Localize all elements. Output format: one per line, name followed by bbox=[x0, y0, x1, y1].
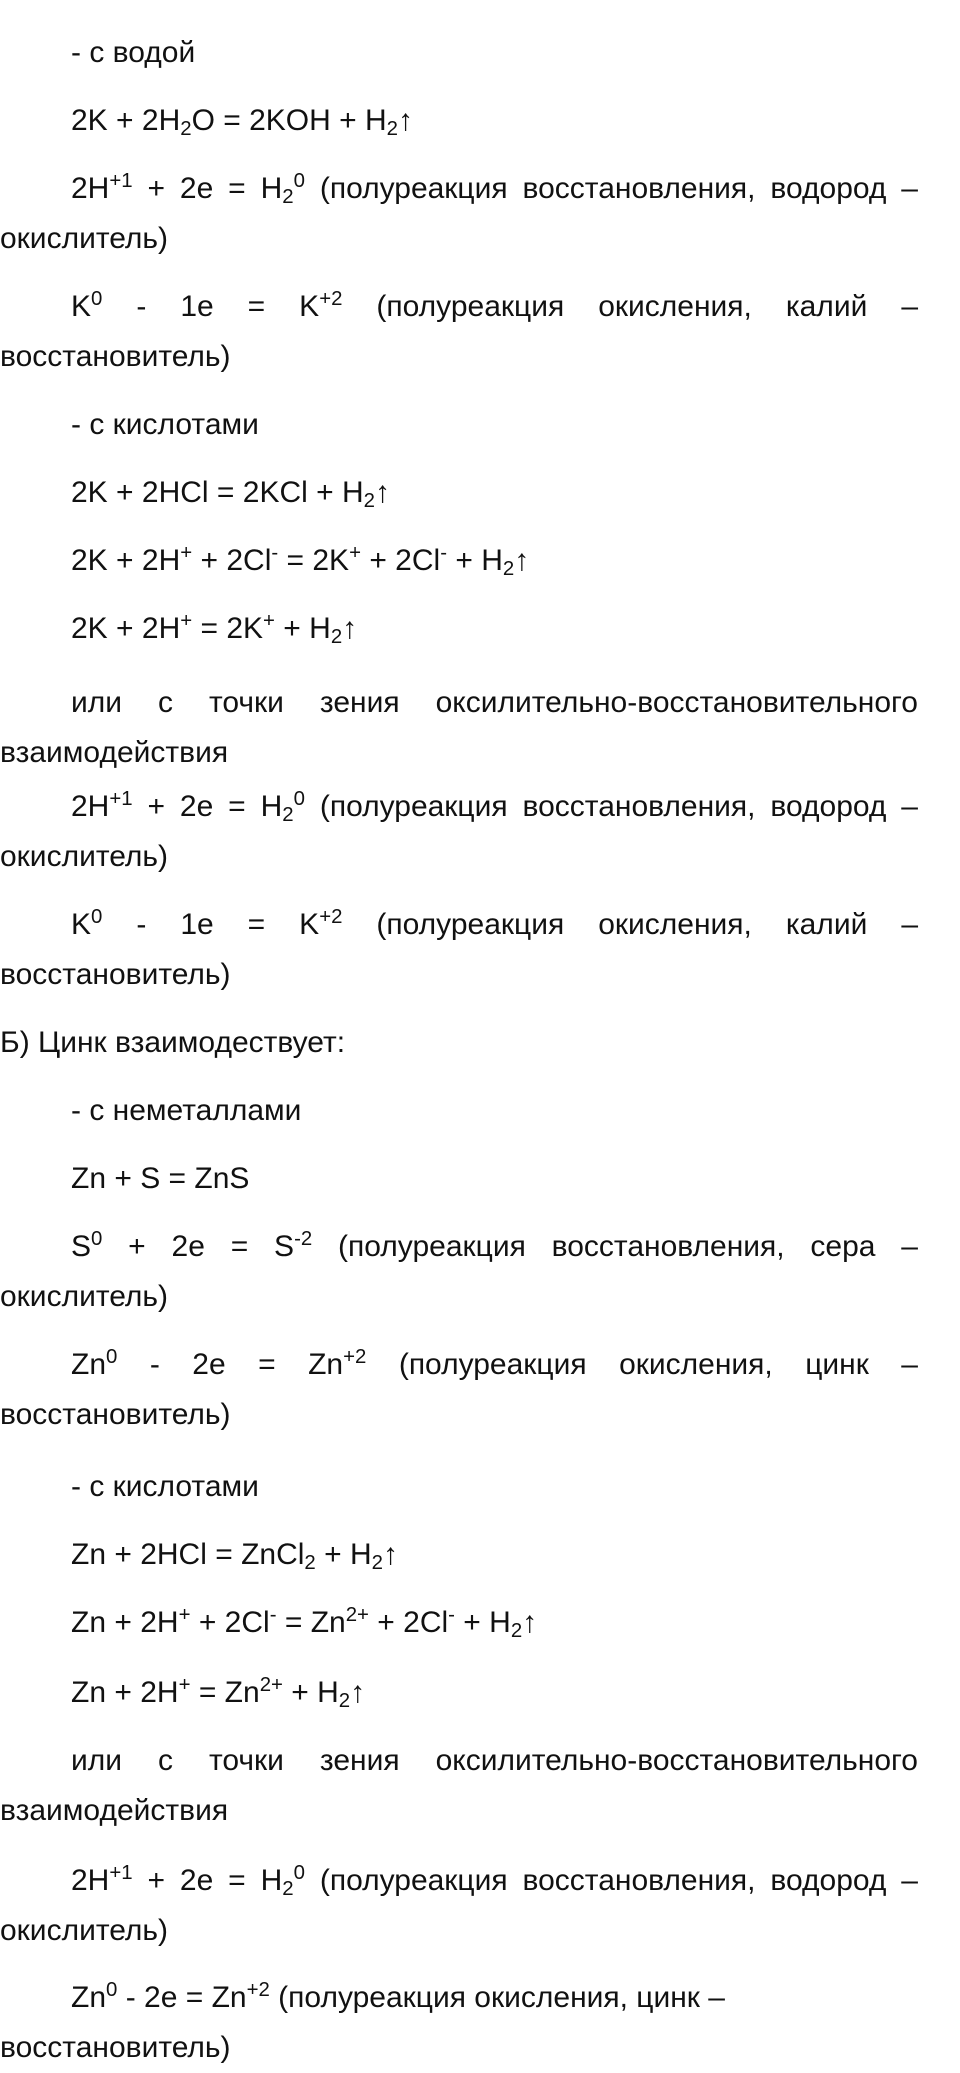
superscript: +1 bbox=[109, 169, 133, 192]
superscript: + bbox=[180, 541, 193, 564]
superscript: - bbox=[448, 1603, 455, 1626]
superscript: +2 bbox=[319, 905, 343, 928]
subscript: 2 bbox=[371, 1552, 383, 1575]
superscript: 0 bbox=[106, 1978, 118, 2001]
superscript: 0 bbox=[106, 1345, 118, 1368]
half-reaction-potassium-oxidation-1: $K^0 - 1e = K^{+2}$ (полуреакция окисления, калий – восстановитель) bbox=[0, 287, 918, 373]
superscript: - bbox=[440, 541, 447, 564]
half-reaction-potassium-oxidation-2: $K^0 - 1e = K^{+2}$ (полуреакция окисления, калий – восстановитель) bbox=[0, 905, 918, 991]
half-reaction-hydrogen-reduction-3: $2H^{+1} + 2e = H_2^0$ (полуреакция восстановления, водород – окислитель) bbox=[0, 1861, 918, 1947]
subscript: 2 bbox=[363, 490, 375, 513]
half-reaction-hydrogen-reduction-1: $2H^{+1} + 2e = H_2^0$ (полуреакция восстановления, водород – окислитель) bbox=[0, 169, 918, 255]
superscript: 0 bbox=[91, 1227, 103, 1250]
paragraph-nonmetals-heading: - с неметаллами bbox=[71, 1094, 302, 1127]
paragraph-acids-heading-1: - с кислотами bbox=[71, 408, 259, 441]
subscript: 2 bbox=[282, 1878, 294, 1901]
superscript: + bbox=[180, 609, 193, 632]
superscript: + bbox=[178, 1603, 191, 1626]
equation-k-water: $2K + 2H_2O = 2KOH$ + $H_2↑$ bbox=[71, 104, 413, 141]
half-reaction-zinc-oxidation-1: $Zn^0 - 2e = Zn^{+2}$ (полуреакция окисления, цинк – восстановитель) bbox=[0, 1345, 918, 1431]
half-reaction-sulfur-reduction: $S^0 + 2e = S^{-2}$ (полуреакция восстановления, сера – окислитель) bbox=[0, 1227, 918, 1313]
equation-zn-hcl-short-ionic: $Zn + 2H^+ = Zn^{2+}$ + $H_2↑$ bbox=[71, 1673, 366, 1713]
superscript: + bbox=[263, 609, 275, 632]
subscript: 2 bbox=[338, 1690, 351, 1713]
equation-k-hcl-full-ionic: $2K + 2H^+ + 2Cl^- = 2K^+ + 2Cl^- + H_2↑$ bbox=[71, 541, 530, 581]
half-reaction-zinc-oxidation-2: $Zn^0 - 2e = Zn^{+2}$ (полуреакция окисления, цинк – восстановитель) bbox=[0, 1978, 725, 2064]
subscript: 2 bbox=[386, 118, 398, 141]
paragraph-acids-heading-2: - с кислотами bbox=[71, 1470, 259, 1503]
equation-k-hcl-molecular: $2K + 2HCl = 2KCl + H_2↑$ bbox=[71, 476, 390, 513]
superscript: 2+ bbox=[259, 1673, 283, 1696]
superscript: 0 bbox=[91, 287, 103, 310]
superscript: + bbox=[178, 1673, 191, 1696]
paragraph-redox-note-2: или с точки зения оксилительно-восстановительного взаимодействия bbox=[0, 1744, 918, 1827]
superscript: +1 bbox=[109, 787, 133, 810]
superscript: +1 bbox=[109, 1861, 133, 1884]
subscript: 2 bbox=[330, 626, 343, 649]
section-heading-zinc: Б) Цинк взаимодествует: bbox=[0, 1026, 346, 1059]
superscript: -2 bbox=[294, 1227, 313, 1250]
subscript: 2 bbox=[282, 804, 294, 827]
subscript: 2 bbox=[510, 1620, 523, 1643]
subscript: 2 bbox=[282, 186, 294, 209]
superscript: 2+ bbox=[345, 1603, 369, 1626]
equation-k-hcl-short-ionic: $2K + 2H^+ = 2K^+ + H_2↑$ bbox=[71, 609, 358, 649]
superscript: - bbox=[271, 541, 279, 564]
superscript: 0 bbox=[91, 905, 103, 928]
superscript: +2 bbox=[246, 1978, 270, 2001]
superscript: +2 bbox=[343, 1345, 367, 1368]
subscript: 2 bbox=[304, 1552, 316, 1575]
paragraph-redox-note-1: или с точки зения оксилительно-восстановительного взаимодействия bbox=[0, 686, 918, 769]
subscript: 2 bbox=[502, 558, 515, 581]
subscript: 2 bbox=[180, 118, 192, 141]
equation-zn-hcl-molecular: Zn + 2HCl = ZnCl$_2$ + $H_2↑$ bbox=[71, 1538, 398, 1575]
superscript: 0 bbox=[293, 787, 305, 810]
superscript: 0 bbox=[293, 1861, 305, 1884]
superscript: +2 bbox=[319, 287, 343, 310]
superscript: - bbox=[269, 1603, 277, 1626]
superscript: 0 bbox=[293, 169, 305, 192]
paragraph-water-heading: - с водой bbox=[71, 36, 196, 69]
half-reaction-hydrogen-reduction-2: $2H^{+1} + 2e = H_2^0$ (полуреакция восстановления, водород – окислитель) bbox=[0, 787, 918, 873]
equation-zn-s: Zn + S = ZnS bbox=[71, 1162, 250, 1195]
equation-zn-hcl-full-ionic: $Zn + 2H^+ + 2Cl^- = Zn^{2+} + 2Cl^-$ + $H_2↑$ bbox=[71, 1603, 538, 1643]
superscript: + bbox=[349, 541, 361, 564]
